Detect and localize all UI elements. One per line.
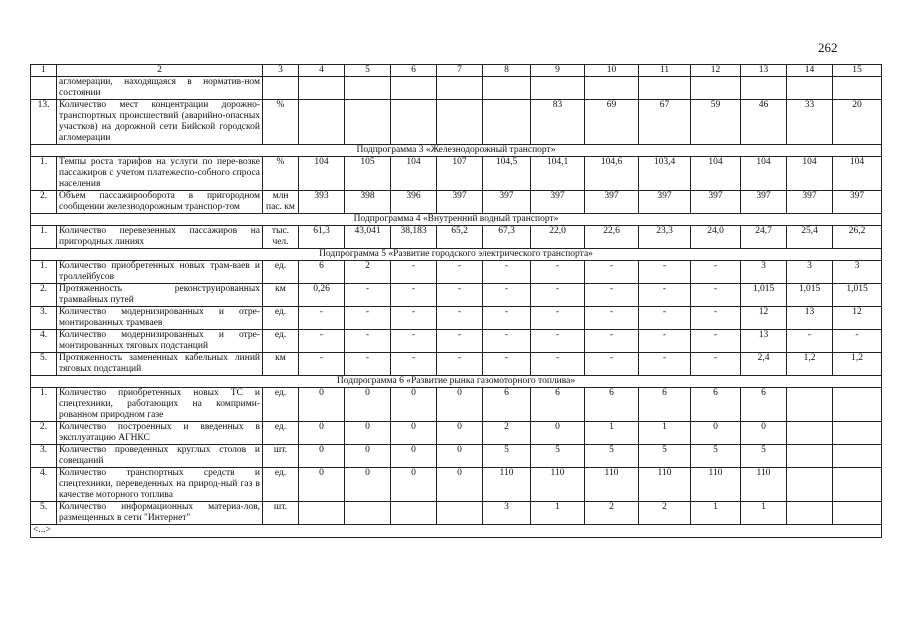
column-number-cell: 4 — [299, 65, 345, 77]
row-number: 3. — [31, 445, 57, 468]
indicator-value: 24,7 — [741, 226, 787, 249]
indicator-value — [299, 502, 345, 525]
indicator-value — [391, 502, 437, 525]
table-body — [31, 65, 882, 538]
indicator-value: - — [585, 353, 639, 376]
indicator-value: 20 — [833, 100, 882, 145]
indicator-value: - — [531, 353, 585, 376]
indicator-value — [787, 422, 833, 445]
table-row — [31, 100, 882, 145]
indicator-name: Количество мест концентрации дорожно-транспортных происшествий (аварийно-опасных участков) на дорожной сети Бийской городской агломерации — [57, 100, 263, 145]
indicator-value — [299, 100, 345, 145]
indicator-value: - — [483, 353, 531, 376]
indicator-value: - — [833, 330, 882, 353]
indicator-value: 22,6 — [585, 226, 639, 249]
row-number: 5. — [31, 353, 57, 376]
row-number: 13. — [31, 100, 57, 145]
indicator-value — [787, 502, 833, 525]
indicator-value: - — [691, 261, 741, 284]
subprogram-heading-row — [31, 376, 882, 388]
indicator-value — [787, 388, 833, 422]
row-number: 1. — [31, 157, 57, 191]
indicator-value: 0 — [299, 388, 345, 422]
indicator-value — [437, 502, 483, 525]
unit-of-measure: шт. — [263, 445, 299, 468]
row-number: 4. — [31, 468, 57, 502]
indicator-value — [345, 502, 391, 525]
indicator-value: 83 — [531, 100, 585, 145]
indicator-value: 0 — [437, 445, 483, 468]
indicator-value: - — [531, 330, 585, 353]
indicator-value: 110 — [585, 468, 639, 502]
indicator-value: - — [639, 261, 691, 284]
indicator-value: 6 — [299, 261, 345, 284]
column-number-cell: 3 — [263, 65, 299, 77]
indicator-value: 13 — [741, 330, 787, 353]
indicator-value: 6 — [585, 388, 639, 422]
table-row — [31, 261, 882, 284]
indicator-value: 397 — [787, 191, 833, 214]
unit-of-measure: ед. — [263, 261, 299, 284]
indicator-value: 393 — [299, 191, 345, 214]
indicator-value: - — [691, 353, 741, 376]
indicator-value: 1,015 — [787, 284, 833, 307]
indicator-value: - — [531, 284, 585, 307]
indicator-value: 43,041 — [345, 226, 391, 249]
indicator-value: 0 — [345, 388, 391, 422]
indicator-value: 0 — [345, 468, 391, 502]
indicator-value: 69 — [585, 100, 639, 145]
indicator-value: 46 — [741, 100, 787, 145]
indicator-value: 5 — [531, 445, 585, 468]
indicator-value: 2 — [483, 422, 531, 445]
indicator-value: 3 — [483, 502, 531, 525]
indicator-value: 1,2 — [833, 353, 882, 376]
indicator-value — [691, 77, 741, 100]
indicator-value: 1 — [531, 502, 585, 525]
column-number-cell: 2 — [57, 65, 263, 77]
indicator-value: 6 — [691, 388, 741, 422]
column-number-cell: 14 — [787, 65, 833, 77]
indicator-value: 25,4 — [787, 226, 833, 249]
indicator-value: 67,3 — [483, 226, 531, 249]
indicator-value: 2 — [345, 261, 391, 284]
column-number-cell: 9 — [531, 65, 585, 77]
table-row — [31, 307, 882, 330]
indicator-value: 110 — [639, 468, 691, 502]
row-number: 1. — [31, 261, 57, 284]
indicator-value: 110 — [483, 468, 531, 502]
column-number-cell: 1 — [31, 65, 57, 77]
indicators-table — [30, 64, 882, 538]
indicator-value: 397 — [639, 191, 691, 214]
indicator-value: - — [585, 284, 639, 307]
indicator-value: 103,4 — [639, 157, 691, 191]
indicator-value: - — [691, 330, 741, 353]
indicator-name: Количество перевезенных пассажиров на пригородных линиях — [57, 226, 263, 249]
indicator-value: 396 — [391, 191, 437, 214]
indicator-value — [483, 77, 531, 100]
indicator-name: Темпы роста тарифов на услуги по пере-возке пассажиров с учетом платежеспо-собного спроса населения — [57, 157, 263, 191]
indicator-value — [531, 77, 585, 100]
indicator-value — [299, 77, 345, 100]
indicator-value: - — [639, 330, 691, 353]
indicator-value: 1 — [741, 502, 787, 525]
indicator-value: - — [437, 307, 483, 330]
subprogram-heading-row — [31, 249, 882, 261]
unit-of-measure: шт. — [263, 502, 299, 525]
indicator-value: 2 — [639, 502, 691, 525]
indicator-value: 0 — [299, 422, 345, 445]
table-row — [31, 226, 882, 249]
indicator-value: 1,2 — [787, 353, 833, 376]
indicator-name: Протяженность замененных кабельных линий тяговых подстанций — [57, 353, 263, 376]
column-number-cell: 6 — [391, 65, 437, 77]
indicator-value: 104,5 — [483, 157, 531, 191]
indicator-value: 397 — [437, 191, 483, 214]
indicator-name: Количество проведенных круглых столов и совещаний — [57, 445, 263, 468]
table-row — [31, 422, 882, 445]
indicator-value: 104 — [741, 157, 787, 191]
column-number-cell: 7 — [437, 65, 483, 77]
indicator-value: 1 — [639, 422, 691, 445]
indicator-value: - — [585, 261, 639, 284]
indicator-value: 110 — [691, 468, 741, 502]
indicator-value — [833, 445, 882, 468]
indicator-name: Количество приобретенных новых трам-ваев и троллейбусов — [57, 261, 263, 284]
table-row — [31, 157, 882, 191]
indicator-value: 22,0 — [531, 226, 585, 249]
indicator-value: 26,2 — [833, 226, 882, 249]
row-number: 4. — [31, 330, 57, 353]
continuation-marker: <...> — [31, 525, 882, 538]
column-number-cell: 15 — [833, 65, 882, 77]
indicator-value — [833, 502, 882, 525]
indicator-value: 61,3 — [299, 226, 345, 249]
indicator-value — [833, 77, 882, 100]
indicator-value: 0 — [391, 445, 437, 468]
indicator-value: 0 — [299, 468, 345, 502]
unit-of-measure: ед. — [263, 330, 299, 353]
indicator-name: Протяженность реконструированных трамвайных путей — [57, 284, 263, 307]
row-number: 5. — [31, 502, 57, 525]
indicator-value: 0 — [437, 468, 483, 502]
indicator-value: 105 — [345, 157, 391, 191]
indicator-name: Количество информационных материа-лов, размещенных в сети "Интернет" — [57, 502, 263, 525]
subprogram-title: Подпрограмма 6 «Развитие рынка газомоторного топлива» — [31, 376, 882, 388]
indicator-value: 12 — [741, 307, 787, 330]
unit-of-measure: км — [263, 353, 299, 376]
indicator-value: 397 — [833, 191, 882, 214]
indicator-value: - — [437, 284, 483, 307]
indicator-value: 12 — [833, 307, 882, 330]
indicator-value: - — [391, 353, 437, 376]
indicator-value: - — [391, 261, 437, 284]
indicator-value: 2,4 — [741, 353, 787, 376]
row-number — [31, 77, 57, 100]
column-number-row — [31, 65, 882, 77]
indicator-value: - — [691, 284, 741, 307]
indicator-value: 67 — [639, 100, 691, 145]
indicator-value: 3 — [833, 261, 882, 284]
indicator-value: - — [391, 284, 437, 307]
column-number-cell: 12 — [691, 65, 741, 77]
indicator-value: 33 — [787, 100, 833, 145]
indicator-name: агломерации, находящаяся в норматив-ном состоянии — [57, 77, 263, 100]
indicator-value: 398 — [345, 191, 391, 214]
table-row — [31, 445, 882, 468]
table-row — [31, 330, 882, 353]
indicator-value — [483, 100, 531, 145]
indicator-value — [391, 100, 437, 145]
unit-of-measure: ед. — [263, 388, 299, 422]
indicator-value: 65,2 — [437, 226, 483, 249]
row-number: 2. — [31, 284, 57, 307]
indicator-value: 3 — [741, 261, 787, 284]
column-number-cell: 13 — [741, 65, 787, 77]
indicator-value: 0 — [391, 422, 437, 445]
indicator-value: 5 — [691, 445, 741, 468]
indicator-value — [391, 77, 437, 100]
indicator-value: - — [691, 307, 741, 330]
indicator-value: - — [345, 307, 391, 330]
indicator-value: 104 — [833, 157, 882, 191]
indicator-name: Количество транспортных средств и спецтехники, переведенных на природ-ный газ в качестве моторного топлива — [57, 468, 263, 502]
indicator-value: 0,26 — [299, 284, 345, 307]
indicator-value: 1 — [585, 422, 639, 445]
indicator-value: 0 — [741, 422, 787, 445]
unit-of-measure: км — [263, 284, 299, 307]
indicator-value: 0 — [345, 422, 391, 445]
subprogram-title: Подпрограмма 3 «Железнодорожный транспорт» — [31, 145, 882, 157]
indicator-value: - — [483, 330, 531, 353]
indicator-value: 5 — [639, 445, 691, 468]
indicator-value — [345, 100, 391, 145]
subprogram-heading-row — [31, 145, 882, 157]
indicator-value: 397 — [585, 191, 639, 214]
indicator-value — [585, 77, 639, 100]
indicator-value: 1,015 — [833, 284, 882, 307]
indicator-value: 1,015 — [741, 284, 787, 307]
indicator-value: 6 — [639, 388, 691, 422]
continuation-row — [31, 525, 882, 538]
unit-of-measure — [263, 77, 299, 100]
table-row — [31, 388, 882, 422]
indicator-value: 0 — [299, 445, 345, 468]
indicator-value: - — [787, 330, 833, 353]
unit-of-measure: ед. — [263, 422, 299, 445]
indicator-value: 6 — [531, 388, 585, 422]
indicator-value — [833, 388, 882, 422]
indicator-value: 104,1 — [531, 157, 585, 191]
indicator-value: 110 — [531, 468, 585, 502]
table-row — [31, 502, 882, 525]
indicator-name: Количество модернизированных и отре-монтированных тяговых подстанций — [57, 330, 263, 353]
row-number: 2. — [31, 422, 57, 445]
subprogram-heading-row — [31, 214, 882, 226]
indicator-value: - — [639, 353, 691, 376]
subprogram-title: Подпрограмма 4 «Внутренний водный транспорт» — [31, 214, 882, 226]
indicator-value: 104 — [787, 157, 833, 191]
indicator-value: 397 — [741, 191, 787, 214]
indicator-value: - — [437, 261, 483, 284]
indicator-value — [437, 100, 483, 145]
page-number: 262 — [818, 40, 838, 55]
indicator-value: - — [437, 353, 483, 376]
indicator-value: 104 — [391, 157, 437, 191]
column-number-cell: 5 — [345, 65, 391, 77]
indicator-name: Количество приобретенных новых ТС и спецтехники, работающих на комприми-рованном природном газе — [57, 388, 263, 422]
indicator-name: Количество построенных и введенных в эксплуатацию АГНКС — [57, 422, 263, 445]
indicator-value: 104 — [691, 157, 741, 191]
indicator-value: - — [345, 353, 391, 376]
unit-of-measure: % — [263, 157, 299, 191]
indicator-value: - — [299, 307, 345, 330]
indicator-value: 397 — [531, 191, 585, 214]
unit-of-measure: % — [263, 100, 299, 145]
indicator-value: - — [483, 284, 531, 307]
indicator-value: 0 — [437, 422, 483, 445]
indicator-value: 3 — [787, 261, 833, 284]
indicator-value: 0 — [691, 422, 741, 445]
table-row — [31, 77, 882, 100]
indicator-value: - — [437, 330, 483, 353]
unit-of-measure: тыс. чел. — [263, 226, 299, 249]
indicator-value: - — [639, 307, 691, 330]
indicator-value: - — [345, 330, 391, 353]
indicator-value: 23,3 — [639, 226, 691, 249]
unit-of-measure: млн пас. км — [263, 191, 299, 214]
indicator-value — [833, 422, 882, 445]
indicator-value: 2 — [585, 502, 639, 525]
subprogram-title: Подпрограмма 5 «Развитие городского электрического транспорта» — [31, 249, 882, 261]
indicator-value — [741, 77, 787, 100]
unit-of-measure: ед. — [263, 468, 299, 502]
column-number-cell: 8 — [483, 65, 531, 77]
unit-of-measure: ед. — [263, 307, 299, 330]
indicator-value: 6 — [483, 388, 531, 422]
indicator-value: 0 — [437, 388, 483, 422]
indicator-value: 6 — [741, 388, 787, 422]
indicator-value: 0 — [391, 468, 437, 502]
indicator-value: - — [299, 353, 345, 376]
indicator-value: 397 — [691, 191, 741, 214]
indicator-value: 5 — [741, 445, 787, 468]
indicator-value: 24,0 — [691, 226, 741, 249]
indicator-value: 110 — [741, 468, 787, 502]
indicator-value: - — [531, 307, 585, 330]
indicator-value — [787, 445, 833, 468]
column-number-cell: 10 — [585, 65, 639, 77]
column-number-cell: 11 — [639, 65, 691, 77]
indicator-value: 104 — [299, 157, 345, 191]
indicator-value: - — [299, 330, 345, 353]
indicator-value — [833, 468, 882, 502]
indicator-value: - — [639, 284, 691, 307]
indicator-value: 5 — [483, 445, 531, 468]
row-number: 3. — [31, 307, 57, 330]
indicator-value: 0 — [345, 445, 391, 468]
row-number: 1. — [31, 388, 57, 422]
indicator-value: 104,6 — [585, 157, 639, 191]
indicator-value: - — [483, 307, 531, 330]
indicator-value: 0 — [531, 422, 585, 445]
indicator-value: 13 — [787, 307, 833, 330]
table-row — [31, 284, 882, 307]
indicator-value: 107 — [437, 157, 483, 191]
indicator-value: 1 — [691, 502, 741, 525]
indicator-value: - — [391, 330, 437, 353]
table-row — [31, 353, 882, 376]
indicator-value: 38,183 — [391, 226, 437, 249]
indicator-value — [437, 77, 483, 100]
indicator-name: Количество модернизированных и отре-монтированных трамваев — [57, 307, 263, 330]
indicator-value — [787, 468, 833, 502]
table-row — [31, 468, 882, 502]
row-number: 2. — [31, 191, 57, 214]
table-row — [31, 191, 882, 214]
indicator-value — [345, 77, 391, 100]
indicator-value — [639, 77, 691, 100]
indicator-value: 397 — [483, 191, 531, 214]
indicator-value: 0 — [391, 388, 437, 422]
indicator-value — [787, 77, 833, 100]
row-number: 1. — [31, 226, 57, 249]
indicator-value: 5 — [585, 445, 639, 468]
indicator-value: - — [345, 284, 391, 307]
indicator-value: - — [391, 307, 437, 330]
indicator-value: 59 — [691, 100, 741, 145]
indicator-value: - — [531, 261, 585, 284]
indicator-value: - — [483, 261, 531, 284]
indicator-value: - — [585, 330, 639, 353]
indicator-name: Объем пассажирооборота в пригородном сообщении железнодорожным транспор-том — [57, 191, 263, 214]
indicator-value: - — [585, 307, 639, 330]
